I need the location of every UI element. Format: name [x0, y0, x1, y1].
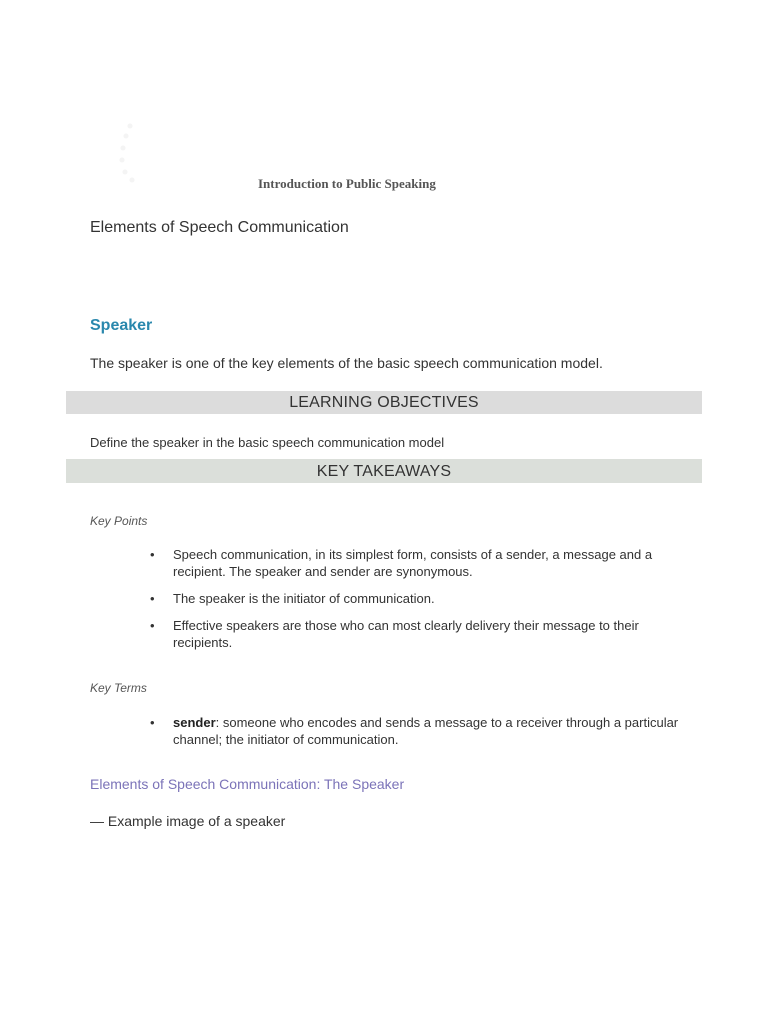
lumen-logo	[118, 122, 268, 184]
intro-paragraph: The speaker is one of the key elements of the basic speech communication model.	[90, 355, 603, 371]
list-item	[90, 590, 690, 607]
key-point-text: Speech communication, in its simplest form, consists of a sender, a message and a recipient. The speaker and sender are synonymous.	[173, 547, 653, 579]
bullet-icon: •	[150, 591, 155, 606]
learning-objective-text: Define the speaker in the basic speech communication model	[90, 435, 445, 450]
key-term: sender	[173, 715, 216, 730]
section-heading-speaker: Speaker	[90, 317, 153, 334]
key-takeaways-header: KEY TAKEAWAYS	[66, 459, 702, 483]
list-item	[90, 617, 690, 651]
lumen-logo-graphic	[118, 122, 268, 184]
bullet-icon: •	[150, 547, 155, 562]
key-terms-heading: Key Terms	[90, 681, 147, 695]
document-title: Elements of Speech Communication	[90, 219, 349, 236]
key-terms-list	[90, 714, 690, 748]
bullet-icon: •	[150, 715, 155, 730]
list-item	[90, 714, 690, 748]
key-points-list	[90, 546, 690, 661]
learning-objectives-header: LEARNING OBJECTIVES	[66, 391, 702, 414]
key-point-text: The speaker is the initiator of communication.	[173, 591, 435, 606]
key-term-definition: : someone who encodes and sends a message to a receiver through a particular channel; the initiator of communication.	[173, 715, 679, 747]
speaker-image-link[interactable]: Elements of Speech Communication: The Speaker	[90, 776, 405, 792]
key-point-text: Effective speakers are those who can most clearly delivery their message to their recipients.	[173, 618, 639, 650]
image-caption: — Example image of a speaker	[90, 813, 286, 829]
list-item	[90, 546, 690, 580]
bullet-icon: •	[150, 618, 155, 633]
course-title: Introduction to Public Speaking	[258, 176, 436, 191]
key-points-heading: Key Points	[90, 514, 148, 528]
